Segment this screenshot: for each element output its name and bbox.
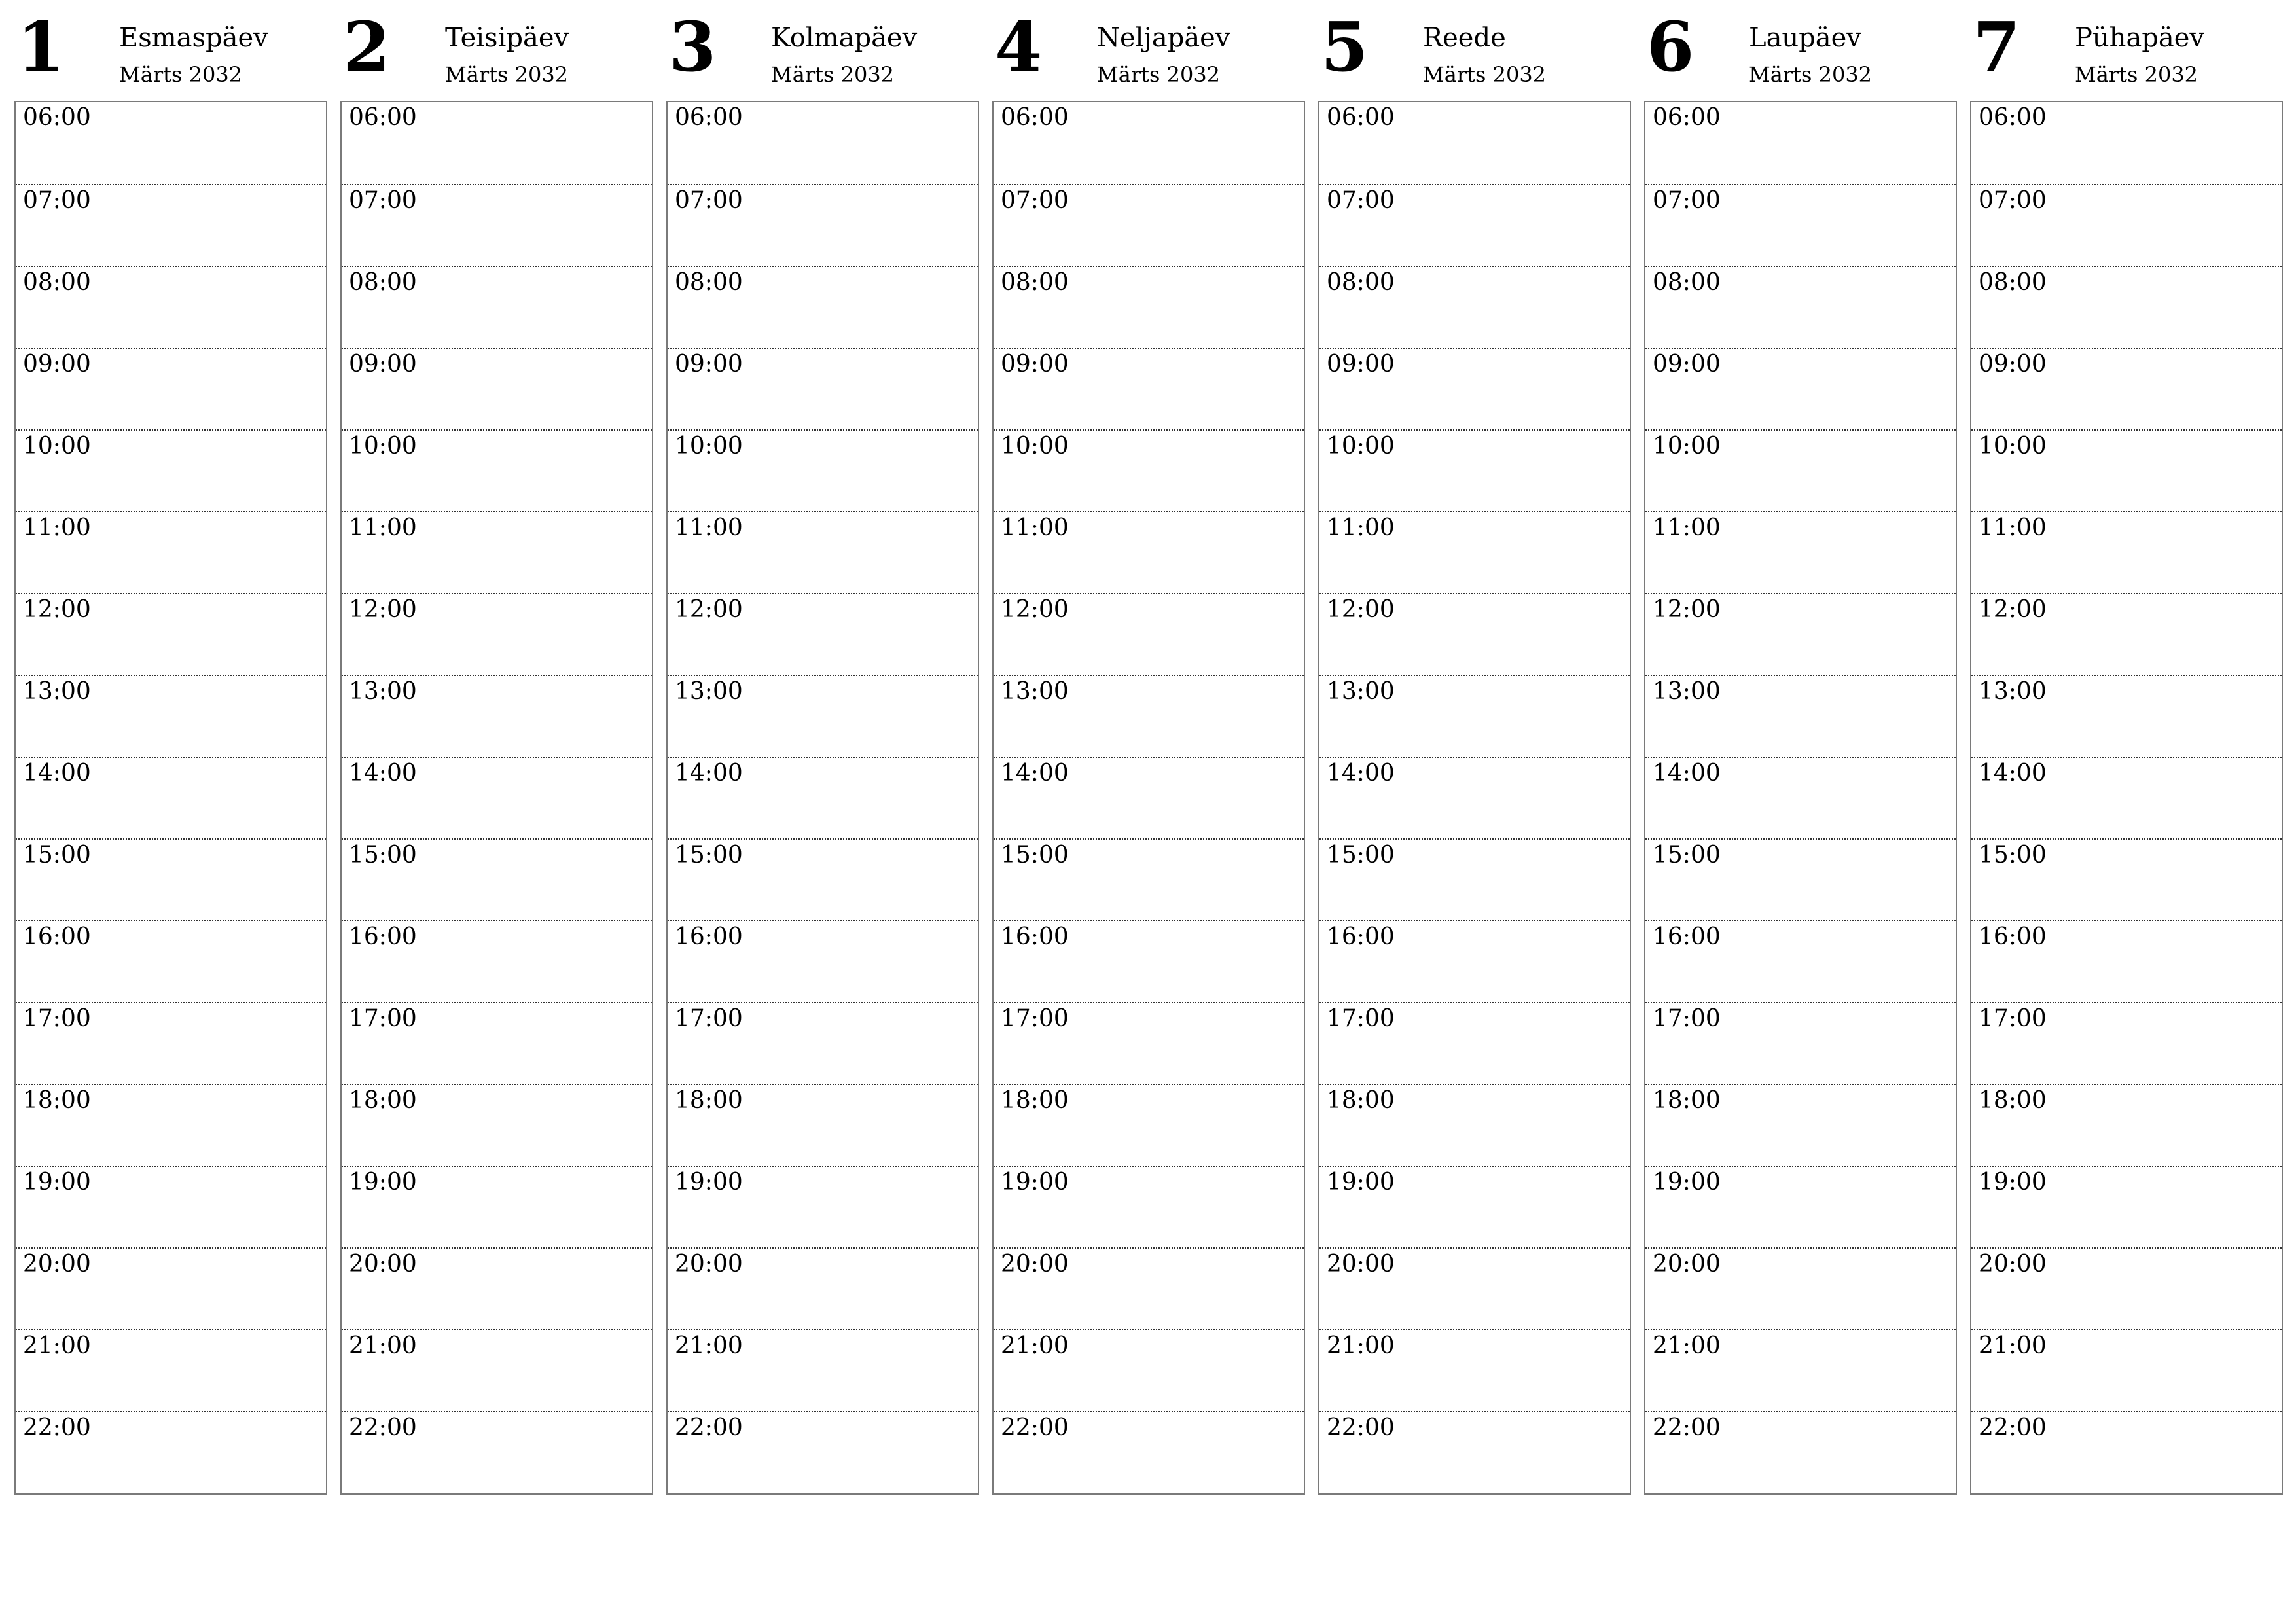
time-slot[interactable] [1971,593,2282,675]
time-label: 19:00 [349,1169,417,1196]
time-slot[interactable] [1319,593,1630,675]
time-label: 08:00 [675,269,743,296]
time-slot[interactable] [1645,184,1956,266]
time-slot[interactable] [342,757,652,838]
time-label: 19:00 [23,1169,91,1196]
time-label: 17:00 [349,1005,417,1032]
day-schedule-box [1318,101,1631,1495]
time-label: 17:00 [1653,1005,1721,1032]
time-slot[interactable] [668,1002,978,1084]
time-label: 18:00 [1979,1087,2047,1114]
time-slot[interactable] [668,675,978,757]
time-label: 17:00 [675,1005,743,1032]
day-month: Märts 2032 [1749,62,1873,87]
time-label: 10:00 [1653,433,1721,459]
day-number: 4 [995,7,1043,87]
time-label: 08:00 [349,269,417,296]
time-slot[interactable] [342,593,652,675]
time-label: 08:00 [1001,269,1069,296]
time-slot[interactable] [16,593,326,675]
time-slot[interactable] [1319,1166,1630,1247]
time-slot[interactable] [16,838,326,920]
time-slot[interactable] [16,920,326,1002]
time-label: 16:00 [23,923,91,950]
time-slot[interactable] [994,1166,1304,1247]
time-label: 12:00 [23,596,91,623]
time-slot[interactable] [16,511,326,593]
time-label: 17:00 [1327,1005,1395,1032]
time-slot[interactable] [16,1084,326,1166]
time-slot[interactable] [1319,511,1630,593]
time-slot[interactable] [1645,348,1956,429]
time-slot[interactable] [668,838,978,920]
time-slot[interactable] [1645,920,1956,1002]
time-slot[interactable] [1971,1329,2282,1411]
time-label: 22:00 [1979,1414,2047,1441]
time-label: 20:00 [1327,1251,1395,1277]
time-label: 20:00 [23,1251,91,1277]
time-label: 20:00 [1653,1251,1721,1277]
time-label: 20:00 [349,1251,417,1277]
time-slot[interactable] [1319,348,1630,429]
time-slot[interactable] [1319,429,1630,511]
time-slot[interactable] [668,1329,978,1411]
time-label: 14:00 [1653,760,1721,787]
time-label: 15:00 [1653,842,1721,868]
time-slot[interactable] [342,1247,652,1329]
time-slot[interactable] [994,1411,1304,1493]
time-label: 07:00 [1327,187,1395,214]
time-label: 21:00 [1653,1332,1721,1359]
time-label: 21:00 [349,1332,417,1359]
time-label: 11:00 [349,514,417,541]
day-name: Neljapäev [1097,23,1230,53]
time-label: 21:00 [1979,1332,2047,1359]
time-label: 11:00 [1001,514,1069,541]
time-label: 18:00 [1327,1087,1395,1114]
time-label: 06:00 [349,104,417,131]
time-label: 21:00 [23,1332,91,1359]
time-slot[interactable] [16,1411,326,1493]
time-slot[interactable] [1319,1411,1630,1493]
day-name: Kolmapäev [771,23,918,53]
time-slot[interactable] [16,675,326,757]
time-slot[interactable] [994,675,1304,757]
weekly-planner [14,0,2282,1499]
time-label: 07:00 [675,187,743,214]
time-label: 18:00 [675,1087,743,1114]
time-label: 17:00 [1001,1005,1069,1032]
time-slot[interactable] [1319,757,1630,838]
time-label: 15:00 [1979,842,2047,868]
day-schedule-box [992,101,1305,1495]
time-slot[interactable] [16,1166,326,1247]
time-label: 15:00 [23,842,91,868]
time-label: 09:00 [1001,351,1069,378]
time-label: 16:00 [675,923,743,950]
time-slot[interactable] [994,757,1304,838]
time-label: 19:00 [675,1169,743,1196]
time-label: 20:00 [675,1251,743,1277]
day-column [340,0,653,1441]
time-label: 15:00 [1327,842,1395,868]
time-label: 06:00 [1979,104,2047,131]
time-slot[interactable] [16,1002,326,1084]
time-slot[interactable] [668,1166,978,1247]
time-label: 09:00 [23,351,91,378]
time-label: 09:00 [349,351,417,378]
time-label: 21:00 [1327,1332,1395,1359]
time-label: 22:00 [1327,1414,1395,1441]
time-label: 06:00 [1327,104,1395,131]
time-slot[interactable] [1971,429,2282,511]
time-label: 13:00 [675,678,743,705]
time-label: 13:00 [23,678,91,705]
time-label: 18:00 [349,1087,417,1114]
day-header [992,0,1305,100]
time-slot[interactable] [1319,1329,1630,1411]
day-header [1970,0,2283,100]
time-label: 22:00 [23,1414,91,1441]
time-label: 14:00 [675,760,743,787]
time-label: 11:00 [1327,514,1395,541]
time-slot[interactable] [994,1084,1304,1166]
time-slot[interactable] [1971,266,2282,348]
time-slot[interactable] [342,184,652,266]
time-label: 13:00 [349,678,417,705]
time-slot[interactable] [1645,1411,1956,1493]
time-slot[interactable] [342,348,652,429]
time-label: 12:00 [1327,596,1395,623]
time-label: 22:00 [349,1414,417,1441]
time-label: 16:00 [1001,923,1069,950]
time-slot[interactable] [1319,184,1630,266]
time-slot[interactable] [16,429,326,511]
day-number: 5 [1321,7,1369,87]
time-label: 10:00 [1979,433,2047,459]
time-slot[interactable] [16,266,326,348]
time-slot[interactable] [16,102,326,184]
time-label: 12:00 [1653,596,1721,623]
time-label: 10:00 [23,433,91,459]
day-number: 3 [669,7,717,87]
time-slot[interactable] [1645,1329,1956,1411]
time-slot[interactable] [1645,266,1956,348]
time-label: 15:00 [675,842,743,868]
time-slot[interactable] [342,1166,652,1247]
time-label: 13:00 [1653,678,1721,705]
day-month: Märts 2032 [1423,62,1547,87]
time-slot[interactable] [342,429,652,511]
day-number: 6 [1647,7,1695,87]
time-label: 22:00 [675,1414,743,1441]
time-label: 16:00 [349,923,417,950]
time-slot[interactable] [1971,1166,2282,1247]
time-slot[interactable] [1319,1002,1630,1084]
time-slot[interactable] [994,920,1304,1002]
time-label: 06:00 [1001,104,1069,131]
time-slot[interactable] [342,1002,652,1084]
time-slot[interactable] [994,511,1304,593]
time-label: 16:00 [1327,923,1395,950]
time-slot[interactable] [994,266,1304,348]
time-slot[interactable] [1645,757,1956,838]
time-label: 12:00 [349,596,417,623]
day-month: Märts 2032 [119,62,243,87]
time-label: 14:00 [1327,760,1395,787]
day-schedule-box [340,101,653,1495]
time-label: 09:00 [1979,351,2047,378]
day-schedule-box [1644,101,1957,1495]
time-label: 19:00 [1327,1169,1395,1196]
time-label: 08:00 [23,269,91,296]
time-slot[interactable] [342,1084,652,1166]
time-slot[interactable] [994,102,1304,184]
time-slot[interactable] [1645,593,1956,675]
time-slot[interactable] [668,184,978,266]
time-slot[interactable] [342,1329,652,1411]
time-slot[interactable] [342,102,652,184]
day-header [1318,0,1631,100]
time-slot[interactable] [342,511,652,593]
day-header [14,0,327,100]
time-slot[interactable] [16,1329,326,1411]
time-slot[interactable] [668,1247,978,1329]
time-slot[interactable] [1319,102,1630,184]
time-slot[interactable] [16,184,326,266]
time-label: 08:00 [1979,269,2047,296]
time-slot[interactable] [668,920,978,1002]
time-label: 09:00 [675,351,743,378]
time-label: 11:00 [1979,514,2047,541]
time-label: 12:00 [1001,596,1069,623]
time-slot[interactable] [994,184,1304,266]
time-slot[interactable] [1971,1002,2282,1084]
time-label: 14:00 [23,760,91,787]
time-slot[interactable] [1319,838,1630,920]
time-slot[interactable] [1971,1247,2282,1329]
time-label: 13:00 [1327,678,1395,705]
time-slot[interactable] [1645,102,1956,184]
time-slot[interactable] [668,511,978,593]
time-label: 10:00 [675,433,743,459]
time-slot[interactable] [668,1411,978,1493]
time-label: 07:00 [23,187,91,214]
time-label: 12:00 [675,596,743,623]
time-label: 18:00 [1001,1087,1069,1114]
time-label: 18:00 [1653,1087,1721,1114]
time-slot[interactable] [668,429,978,511]
day-number: 2 [343,7,391,87]
day-header [340,0,653,100]
day-name: Teisipäev [445,23,569,53]
time-slot[interactable] [1971,1084,2282,1166]
time-label: 07:00 [1979,187,2047,214]
time-label: 19:00 [1979,1169,2047,1196]
time-slot[interactable] [1971,838,2282,920]
time-label: 08:00 [1653,269,1721,296]
time-slot[interactable] [1971,920,2282,1002]
time-label: 07:00 [1653,187,1721,214]
time-label: 12:00 [1979,596,2047,623]
time-slot[interactable] [668,266,978,348]
time-slot[interactable] [16,1247,326,1329]
time-slot[interactable] [1319,675,1630,757]
time-label: 14:00 [1979,760,2047,787]
day-month: Märts 2032 [1097,62,1221,87]
time-label: 18:00 [23,1087,91,1114]
time-label: 06:00 [1653,104,1721,131]
time-slot[interactable] [994,838,1304,920]
time-label: 10:00 [1001,433,1069,459]
day-column [14,0,327,1441]
time-slot[interactable] [668,757,978,838]
day-name: Esmaspäev [119,23,268,53]
time-slot[interactable] [1645,1166,1956,1247]
time-label: 15:00 [349,842,417,868]
time-label: 14:00 [1001,760,1069,787]
day-header [1644,0,1957,100]
day-month: Märts 2032 [771,62,895,87]
time-label: 20:00 [1979,1251,2047,1277]
time-label: 09:00 [1327,351,1395,378]
time-slot[interactable] [342,675,652,757]
time-slot[interactable] [1645,1002,1956,1084]
time-label: 17:00 [23,1005,91,1032]
time-label: 08:00 [1327,269,1395,296]
time-slot[interactable] [342,1411,652,1493]
day-name: Pühapäev [2075,23,2205,53]
time-label: 07:00 [349,187,417,214]
time-slot[interactable] [1319,1247,1630,1329]
time-slot[interactable] [1645,1247,1956,1329]
time-label: 10:00 [1327,433,1395,459]
time-label: 21:00 [675,1332,743,1359]
time-slot[interactable] [668,102,978,184]
time-label: 21:00 [1001,1332,1069,1359]
time-label: 11:00 [23,514,91,541]
time-slot[interactable] [668,348,978,429]
time-label: 19:00 [1653,1169,1721,1196]
time-slot[interactable] [1971,184,2282,266]
day-schedule-box [666,101,979,1495]
day-month: Märts 2032 [445,62,569,87]
time-slot[interactable] [1971,675,2282,757]
day-schedule-box [14,101,327,1495]
time-slot[interactable] [1971,348,2282,429]
day-month: Märts 2032 [2075,62,2198,87]
time-label: 11:00 [675,514,743,541]
time-slot[interactable] [994,429,1304,511]
time-slot[interactable] [1645,675,1956,757]
time-label: 07:00 [1001,187,1069,214]
time-label: 15:00 [1001,842,1069,868]
day-column [666,0,979,1441]
time-slot[interactable] [342,838,652,920]
day-number: 7 [1973,7,2020,87]
day-name: Laupäev [1749,23,1861,53]
time-label: 22:00 [1653,1414,1721,1441]
time-label: 09:00 [1653,351,1721,378]
time-label: 06:00 [675,104,743,131]
time-label: 13:00 [1001,678,1069,705]
time-slot[interactable] [342,920,652,1002]
time-slot[interactable] [16,348,326,429]
time-label: 10:00 [349,433,417,459]
time-slot[interactable] [994,1329,1304,1411]
time-slot[interactable] [1645,511,1956,593]
day-column [992,0,1305,1441]
time-label: 13:00 [1979,678,2047,705]
time-label: 16:00 [1979,923,2047,950]
time-slot[interactable] [342,266,652,348]
day-name: Reede [1423,23,1506,53]
time-slot[interactable] [1971,511,2282,593]
time-label: 11:00 [1653,514,1721,541]
day-header [666,0,979,100]
day-column [1644,0,1957,1441]
time-slot[interactable] [668,1084,978,1166]
time-label: 17:00 [1979,1005,2047,1032]
time-slot[interactable] [1645,1084,1956,1166]
time-slot[interactable] [1645,838,1956,920]
day-column [1318,0,1631,1441]
time-slot[interactable] [668,593,978,675]
day-schedule-box [1970,101,2283,1495]
time-slot[interactable] [994,1002,1304,1084]
time-slot[interactable] [1971,102,2282,184]
time-slot[interactable] [1971,1411,2282,1493]
day-column [1970,0,2283,1441]
day-number: 1 [17,7,65,87]
time-label: 20:00 [1001,1251,1069,1277]
time-slot[interactable] [1645,429,1956,511]
time-label: 06:00 [23,104,91,131]
time-slot[interactable] [1971,757,2282,838]
time-label: 19:00 [1001,1169,1069,1196]
time-slot[interactable] [16,757,326,838]
time-slot[interactable] [994,1247,1304,1329]
time-label: 22:00 [1001,1414,1069,1441]
time-slot[interactable] [1319,920,1630,1002]
time-label: 16:00 [1653,923,1721,950]
time-label: 14:00 [349,760,417,787]
time-slot[interactable] [1319,1084,1630,1166]
time-slot[interactable] [1319,266,1630,348]
time-slot[interactable] [994,348,1304,429]
time-slot[interactable] [994,593,1304,675]
